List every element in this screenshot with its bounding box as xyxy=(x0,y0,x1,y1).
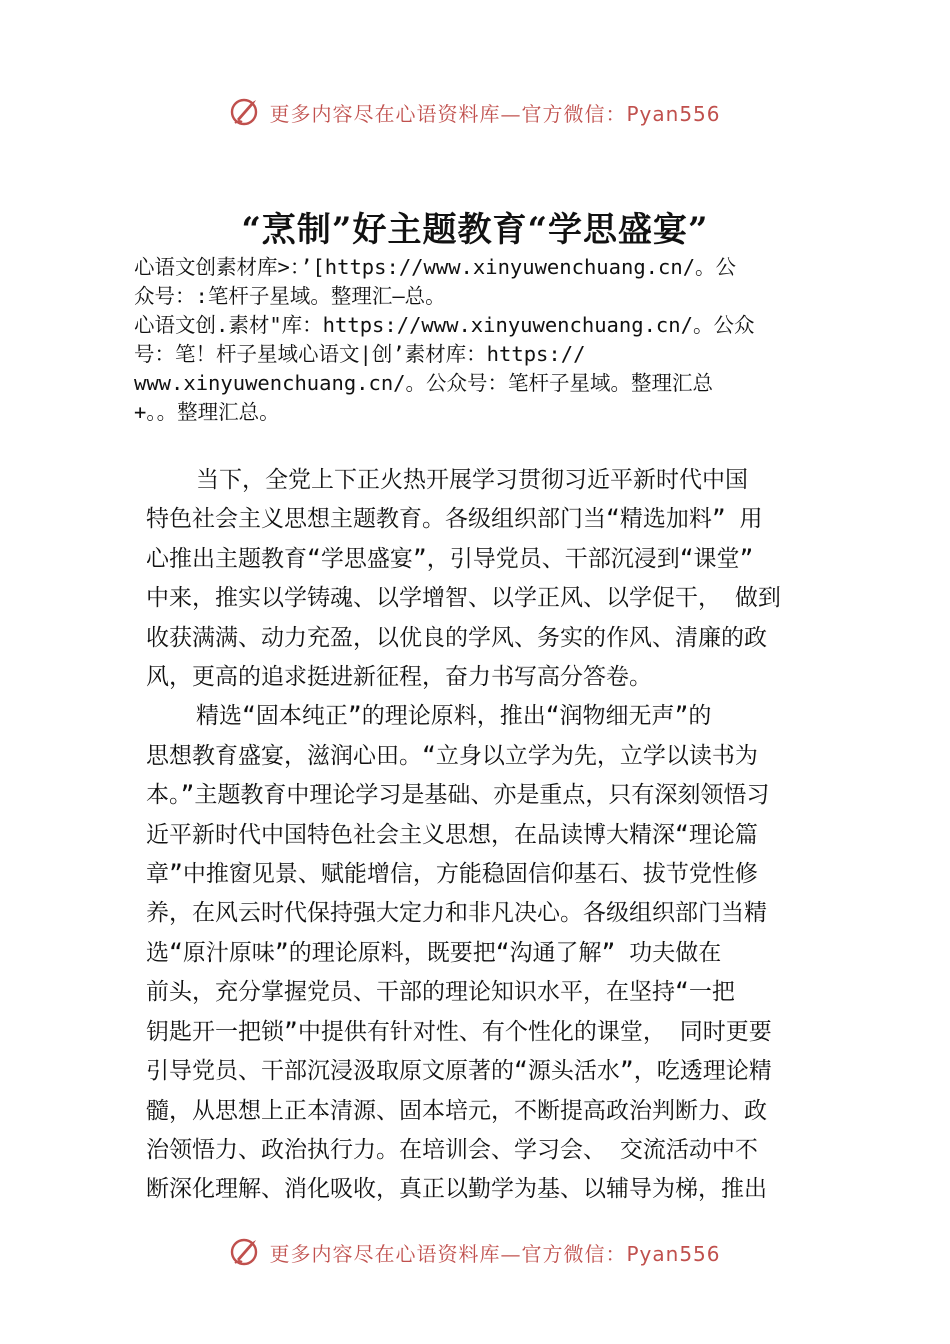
body-line: 精选“固本纯正”的理论原料，推出“润物细无声”的 xyxy=(196,703,712,730)
body-line: 断深化理解、消化吸收，真正以勤学为基、以辅导为梯，推出 xyxy=(146,1176,767,1203)
source-line: 心语文创素材库>：’[https://www.xinyuwenchuang.cn/。公 xyxy=(134,255,737,279)
source-line: 号：笔！杆子星域心语文|创’素材库：https:// xyxy=(134,342,586,366)
body-line: 心推出主题教育“学思盛宴”，引导党员、干部沉浸到“课堂” xyxy=(146,545,754,572)
body-line: 风，更高的追求挺进新征程，奋力书写高分答卷。 xyxy=(146,664,652,691)
document-title: “烹制”好主题教育“学思盛宴” xyxy=(241,210,709,250)
body-line: 前头，充分掌握党员、干部的理论知识水平，在坚持“一把 xyxy=(146,979,735,1006)
source-info xyxy=(134,253,824,427)
body-line: 引导党员、干部沉浸汲取原文原著的“源头活水”，吃透理论精 xyxy=(146,1058,772,1085)
body-line: 本。”主题教育中理论学习是基础、亦是重点，只有深刻领悟习 xyxy=(146,782,770,809)
footer-banner xyxy=(0,1232,950,1272)
body-line: 中来，推实以学铸魂、以学增智、以学正风、以学促干， 做到 xyxy=(146,585,781,612)
source-line: 心语文创.素材"库：https://www.xinyuwenchuang.cn/。公众 xyxy=(134,313,755,337)
body-line: 选“原汁原味”的理论原料，既要把“沟通了解” 功夫做在 xyxy=(146,939,722,966)
body-line: 特色社会主义思想主题教育。各级组织部门当“精选加料” 用 xyxy=(146,506,763,533)
body-line: 章”中推窗见景、赋能增信，方能稳固信仰基石、拔节党性修 xyxy=(146,861,758,888)
body-line: 钥匙开一把锁”中提供有针对性、有个性化的课堂， 同时更要 xyxy=(146,1018,772,1045)
source-line: www.xinyuwenchuang.cn/。公众号：笔杆子星域。整理汇总 xyxy=(134,371,714,395)
header-banner xyxy=(0,92,950,132)
pen-seal-logo-icon xyxy=(229,95,263,129)
source-line: +。。整理汇总。 xyxy=(134,400,280,424)
pen-seal-logo-icon xyxy=(229,1235,263,1269)
body-line: 近平新时代中国特色社会主义思想，在品读博大精深“理论篇 xyxy=(146,821,758,848)
body-line: 当下，全党上下正火热开展学习贯彻习近平新时代中国 xyxy=(196,467,748,493)
body-line: 思想教育盛宴，滋润心田。“立身以立学为先，立学以读书为 xyxy=(146,742,758,769)
source-line: 众号：:笔杆子星域。整理汇—总。 xyxy=(134,284,446,308)
body-line: 治领悟力、政治执行力。在培训会、学习会、 交流活动中不 xyxy=(146,1136,758,1163)
banner-text: 更多内容尽在心语资料库—官方微信：Pyan556 xyxy=(269,101,721,126)
banner-text: 更多内容尽在心语资料库—官方微信：Pyan556 xyxy=(269,1241,721,1266)
document-body xyxy=(146,461,822,1210)
body-line: 养，在风云时代保持强大定力和非凡决心。各级组织部门当精 xyxy=(146,900,767,927)
body-line: 髓，从思想上正本清源、固本培元，不断提高政治判断力、政 xyxy=(146,1097,767,1124)
body-line: 收获满满、动力充盈，以优良的学风、务实的作风、清廉的政 xyxy=(146,624,767,651)
